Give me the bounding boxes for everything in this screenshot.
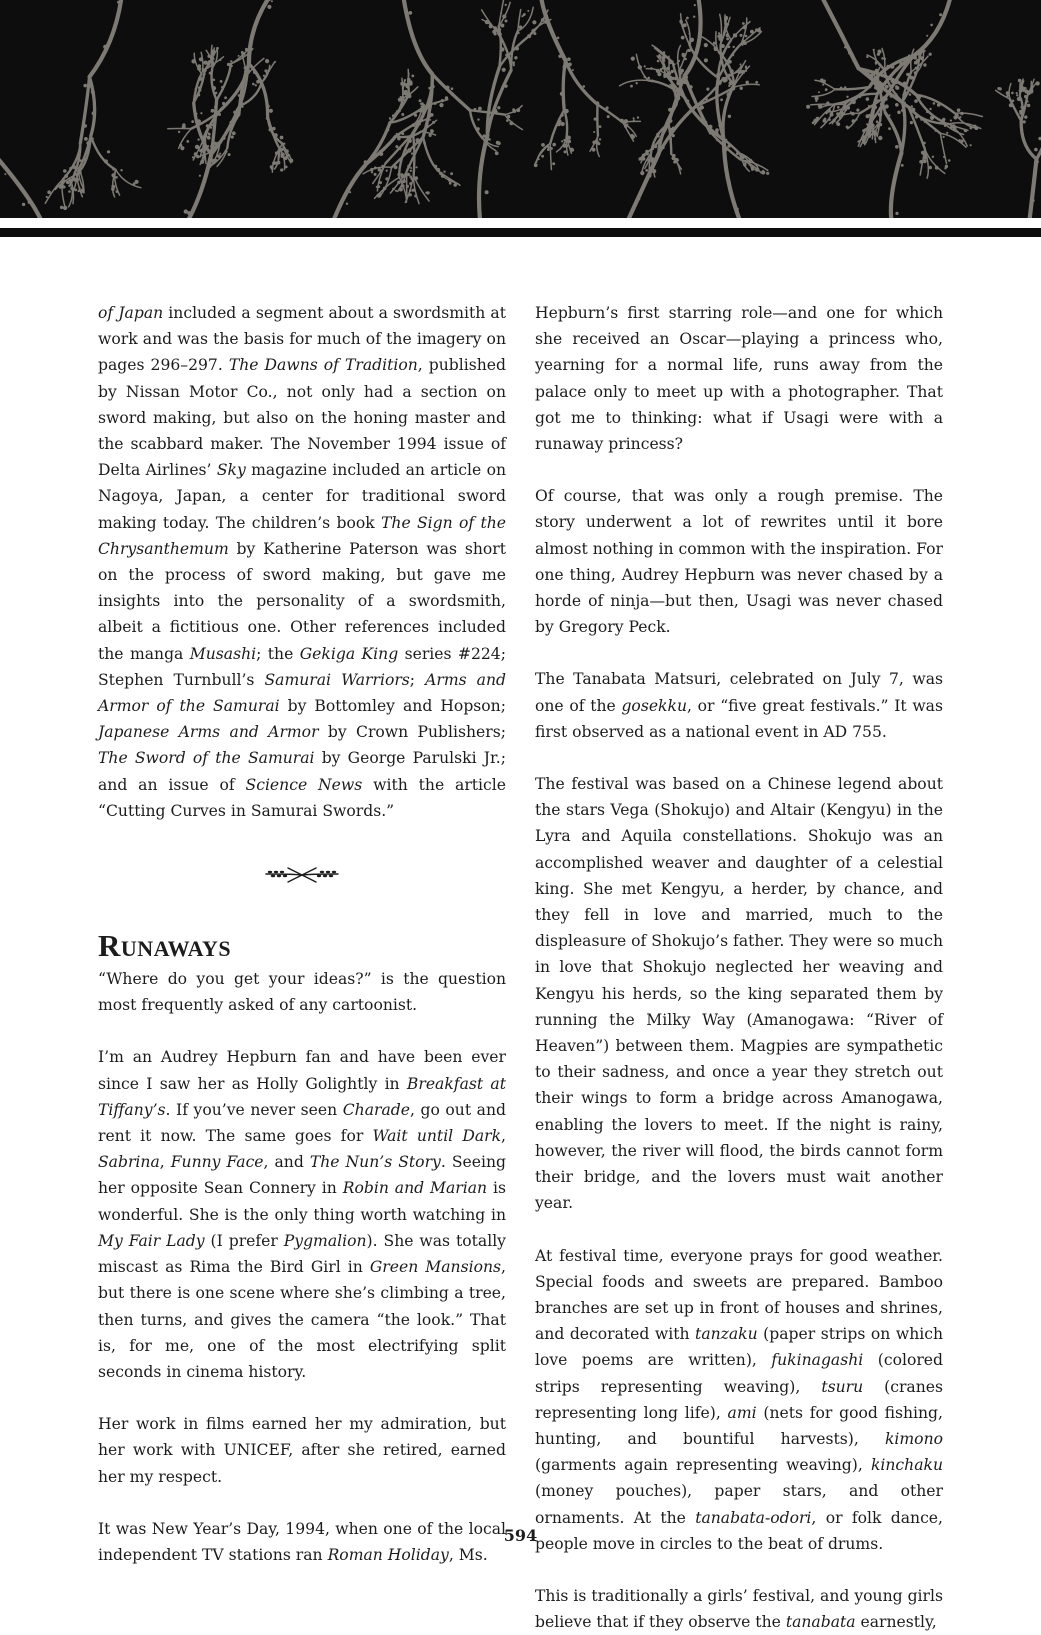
paragraph: Of course, that was only a rough premise. The story underwent a lot of rewrites until it bore almost nothing in common with the inspiration. For one thing, Audrey Hepburn was never chased by a horde of ninja—but then, Usagi was never chased by Gregory Peck. xyxy=(535,487,943,637)
right-column xyxy=(535,300,943,1635)
paragraph: of Japan included a segment about a swordsmith at work and was the basis for much of the imagery on pages 296–297. The Dawns of Tradition, published by Nissan Motor Co., not only had a section on sword making, but also on the honing master and the scabbard maker. The November 1994 issue of Delta Airlines’ Sky magazine included an article on Nagoya, Japan, a center for traditional sword making today. The children’s book The Sign of the Chrysanthemum by Katherine Paterson was short on the process of sword making, but gave me insights into the personality of a swordsmith, albeit a fictitious one. Other references included the manga Musashi; the Gekiga King series #224; Stephen Turnbull’s Samurai Warriors; Arms and Armor of the Samurai by Bottomley and Hopson; Japanese Arms and Armor by Crown Publishers; The Sword of the Samurai by George Parulski Jr.; and an issue of Science News with the article “Cutting Curves in Samurai Swords.” xyxy=(98,304,507,820)
page-number: 594 xyxy=(503,1526,538,1545)
branch-pattern xyxy=(0,0,1041,218)
paragraph: It was New Year’s Day, 1994, when one of the local independent TV stations ran Roman Holiday, Ms. xyxy=(98,1519,506,1564)
paragraph: Hepburn’s first starring role—and one for which she received an Oscar—playing a princess who, yearning for a normal life, runs away from the palace only to meet up with a photographer. That got me to thinking: what if Usagi were with a runaway princess? xyxy=(535,304,943,454)
paragraph: Her work in films earned her my admiration, but her work with UNICEF, after she retired, earned her my respect. xyxy=(98,1415,506,1486)
header-rule xyxy=(0,228,1041,237)
paragraph: This is traditionally a girls’ festival, and young girls believe that if they observe the tanabata earnestly, xyxy=(535,1586,943,1632)
paragraph: I’m an Audrey Hepburn fan and have been ever since I saw her as Holly Golightly in Breakfast at Tiffany’s. If you’ve never seen Charade, go out and rent it now. The same goes for Wait until Dark, Sabrina, Funny Face, and The Nun’s Story. Seeing her opposite Sean Connery in Robin and Marian is wonderful. She is the only thing worth watching in My Fair Lady (I prefer Pygmalion). She was totally miscast as Rima the Bird Girl in Green Mansions, but there is one scene where she’s climbing a tree, then turns, and gives the camera “the look.” That is, for me, one of the most electrifying split seconds in cinema history. xyxy=(98,1048,506,1381)
left-column xyxy=(98,300,506,1568)
paragraph: The Tanabata Matsuri, celebrated on July 7, was one of the gosekku, or “five great festivals.” It was first observed as a national event in AD 755. xyxy=(535,670,943,741)
paragraph: “Where do you get your ideas?” is the question most frequently asked of any cartoonist. xyxy=(98,970,506,1015)
paragraph: At festival time, everyone prays for good weather. Special foods and sweets are prepared. Bamboo branches are set up in front of houses and shrines, and decorated with tanzaku (paper strips on which love poems are written), fukinagashi (colored strips representing weaving), tsuru (cranes representing long life), ami (nets for good fishing, hunting, and bountiful harvests), kimono (garments again representing weaving), kinchaku (money pouches), paper stars, and other ornaments. At the tanabata-odori, or folk dance, people move in circles to the beat of drums. xyxy=(535,1246,943,1553)
paragraph: The festival was based on a Chinese legend about the stars Vega (Shokujo) and Altair (Kengyu) in the Lyra and Aquila constellations. Shokujo was an accomplished weaver and daughter of a celestial king. She met Kengyu, a herder, by chance, and they fell in love and married, much to the displeasure of Shokujo’s father. They were so much in love that Shokujo neglected her weaving and Kengyu his herds, so the king separated them by running the Milky Way (Amanogawa: “River of Heaven”) between them. Magpies are sympathetic to their sadness, and once a year they stretch out their wings to form a bridge across Amanogawa, enabling the lovers to meet. If the night is rainy, however, the river will flood, the birds cannot form their bridge, and the lovers must wait another year. xyxy=(535,775,943,1213)
branch-pattern-banner xyxy=(0,0,1041,218)
section-heading: Runaways xyxy=(98,928,232,964)
laurel-ornament xyxy=(262,862,342,888)
